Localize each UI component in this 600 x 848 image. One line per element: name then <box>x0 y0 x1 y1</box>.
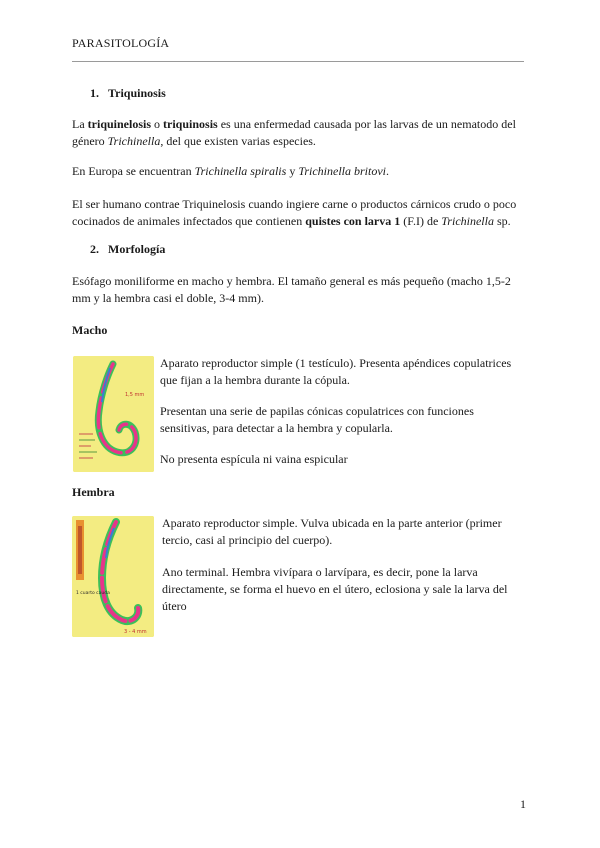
term-triquinelosis: triquinelosis <box>87 117 152 131</box>
text-run: cocinados de animales infectados que contienen <box>72 214 306 228</box>
macho-paragraph-3: No presenta espícula ni vaina espicular <box>160 452 348 466</box>
paragraph-line <box>72 133 528 150</box>
term-triquinosis: triquinosis <box>163 117 218 131</box>
hembra-paragraph-1 <box>162 515 532 549</box>
paragraph-line: sensitivas, para detectar a la hembra y copularla. <box>160 421 393 435</box>
text-run: En Europa se encuentran <box>72 164 195 178</box>
paragraph-line: que fijan a la hembra durante la cópula. <box>160 373 350 387</box>
header-divider <box>72 61 524 62</box>
paragraph-line: Aparato reproductor simple. Vulva ubicada en la parte anterior (primer <box>162 516 502 530</box>
paragraph-line: directamente, se forma el huevo en el útero, eclosiona y sale la larva del <box>162 582 508 596</box>
female-worm-illustration <box>72 516 154 637</box>
species-spiralis: Trichinella spiralis <box>194 164 287 178</box>
paragraph-line: Presentan una serie de papilas cónicas copulatrices con funciones <box>160 404 474 418</box>
text-run: (F.I) de <box>400 214 442 228</box>
text-run: La <box>72 117 88 131</box>
paragraph-line <box>72 116 528 133</box>
paragraph-line: mm y la hembra casi el doble, 3-4 mm). <box>72 291 264 305</box>
paragraph-line: útero <box>162 599 187 613</box>
female-annotation-label: 1 cuarto cauda <box>76 591 110 596</box>
paragraph-transmission <box>72 196 528 230</box>
section-number: 2. <box>90 242 99 256</box>
text-run: género <box>72 134 108 148</box>
page-header-title: PARASITOLOGÍA <box>72 36 170 50</box>
text-run: o <box>151 117 164 131</box>
paragraph-europe <box>72 163 528 180</box>
paragraph-line: Aparato reproductor simple (1 testículo). Presenta apéndices copulatrices <box>160 356 512 370</box>
section-number: 1. <box>90 86 99 100</box>
text-run: sp. <box>493 214 511 228</box>
hembra-paragraph-2 <box>162 564 532 615</box>
page-number: 1 <box>520 797 526 811</box>
paragraph-line: tercio, casi al principio del cuerpo). <box>162 533 333 547</box>
paragraph-line <box>72 213 528 230</box>
male-worm-figure <box>73 356 154 472</box>
paragraph-line: Esófago moniliforme en macho y hembra. El tamaño general es más pequeño (macho 1,5-2 <box>72 274 511 288</box>
paragraph-line: Ano terminal. Hembra vivípara o larvípara, es decir, pone la larva <box>162 565 478 579</box>
female-worm-figure <box>72 516 154 637</box>
text-run: es una enfermedad causada por las larvas de un nematodo del <box>217 117 516 131</box>
male-worm-illustration <box>73 356 154 472</box>
section-heading-triquinosis <box>90 86 166 101</box>
paragraph-definition <box>72 116 528 150</box>
text-run: , del que existen varias especies. <box>160 134 316 148</box>
section-title: Morfología <box>108 242 166 256</box>
male-size-label: 1,5 mm <box>125 392 145 398</box>
paragraph-morfologia <box>72 273 528 307</box>
macho-paragraph-2 <box>160 403 530 437</box>
text-run: y <box>286 164 299 178</box>
macho-paragraph-1 <box>160 355 530 389</box>
species-britovi: Trichinella britovi <box>298 164 386 178</box>
term-quistes: quistes con larva 1 <box>305 214 401 228</box>
section-heading-morfologia <box>90 242 165 257</box>
paragraph-line: El ser humano contrae Triquinelosis cuando ingiere carne o productos cárnicos crudo o poco <box>72 197 517 211</box>
subheading-hembra: Hembra <box>72 485 115 499</box>
text-run: . <box>385 164 389 178</box>
female-size-label: 3 - 4 mm <box>124 629 147 635</box>
genus-name: Trichinella <box>441 214 494 228</box>
genus-name: Trichinella <box>107 134 161 148</box>
section-title: Triquinosis <box>108 86 166 100</box>
subheading-macho: Macho <box>72 323 108 337</box>
